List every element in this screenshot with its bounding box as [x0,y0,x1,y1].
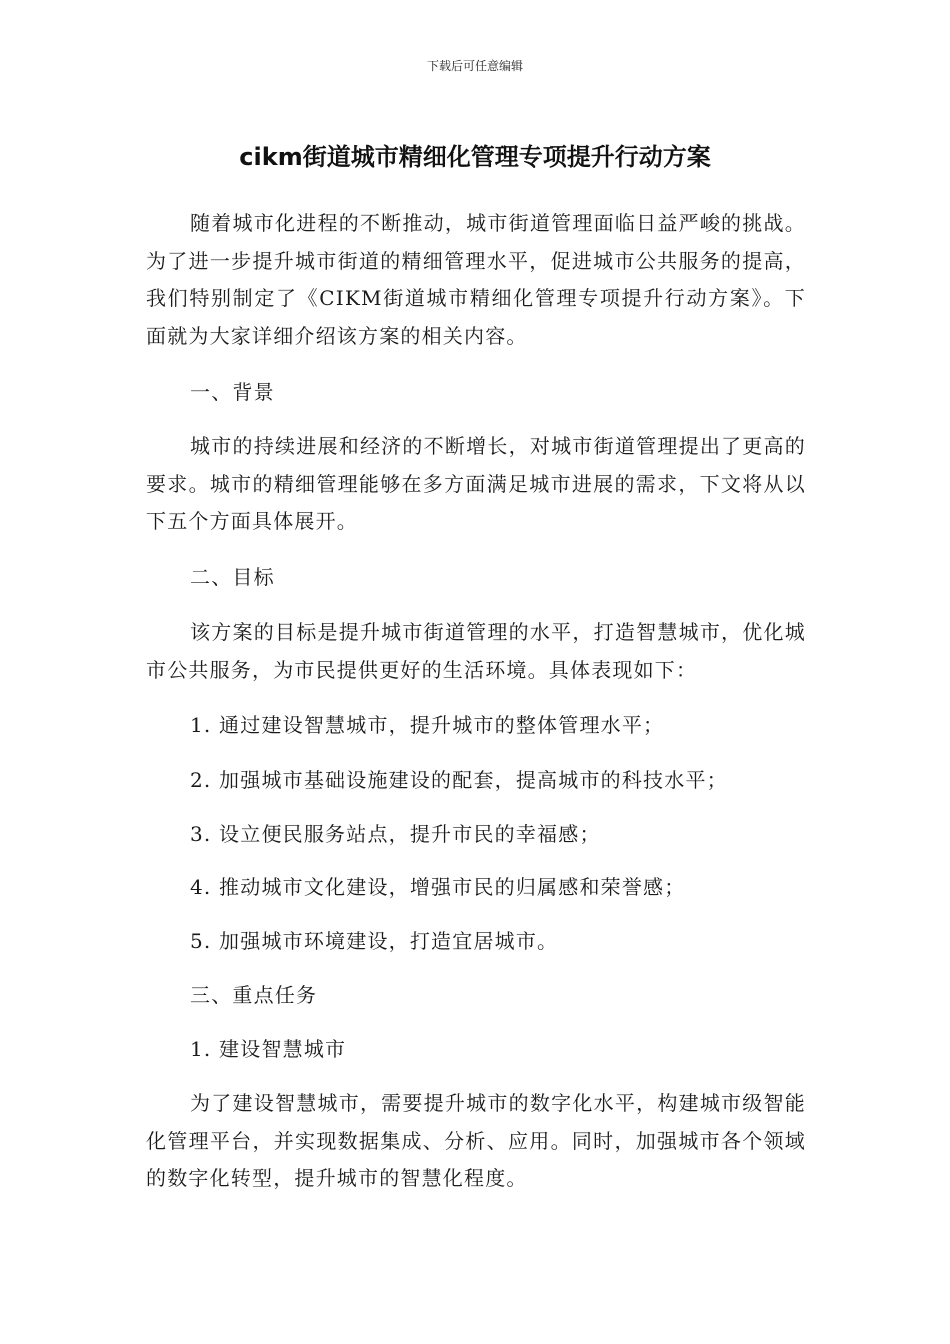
section-heading-background: 一、背景 [190,380,275,404]
header-note: 下载后可任意编辑 [426,59,523,73]
subheading-smart-city: 1. 建设智慧城市 [190,1037,347,1061]
background-paragraph: 城市的持续进展和经济的不断增长，对城市街道管理提出了更高的要求。城市的精细管理能够在多方面满足城市进展的需求，下文将从以下五个方面具体展开。 [146,434,806,533]
section-heading-goals: 二、目标 [190,565,275,589]
list-item: 1. 通过建设智慧城市，提升城市的整体管理水平； [190,713,665,737]
smart-city-paragraph: 为了建设智慧城市，需要提升城市的数字化水平，构建城市级智能化管理平台，并实现数据集成、分析、应用。同时，加强城市各个领域的数字化转型，提升城市的智慧化程度。 [146,1091,806,1190]
document-title: cikm街道城市精细化管理专项提升行动方案 [239,143,711,171]
intro-paragraph: 随着城市化进程的不断推动，城市街道管理面临日益严峻的挑战。为了进一步提升城市街道的精细管理水平，促进城市公共服务的提高，我们特别制定了《CIKM街道城市精细化管理专项提升行动方案》。下面就为大家详细介绍该方案的相关内容。 [146,211,806,348]
list-item: 5. 加强城市环境建设，打造宜居城市。 [190,929,559,953]
list-item: 2. 加强城市基础设施建设的配套，提高城市的科技水平； [190,768,728,792]
section-heading-key-tasks: 三、重点任务 [190,983,318,1007]
list-item: 3. 设立便民服务站点，提升市民的幸福感； [190,822,601,846]
list-item: 4. 推动城市文化建设，增强市民的归属感和荣誉感； [190,875,686,899]
goals-paragraph: 该方案的目标是提升城市街道管理的水平，打造智慧城市，优化城市公共服务，为市民提供更好的生活环境。具体表现如下： [146,620,806,682]
